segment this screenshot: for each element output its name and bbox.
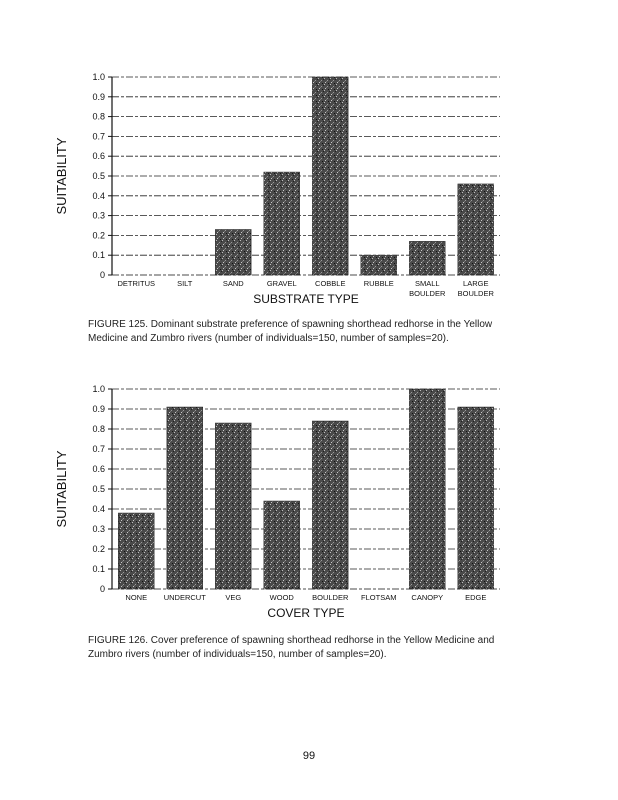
y-tick-label: 0.5	[92, 484, 105, 494]
x-tick-label: NONE	[125, 593, 148, 602]
y-tick-label: 0.4	[92, 504, 105, 514]
y-tick-label: 0.8	[92, 424, 105, 434]
x-tick-label: EDGE	[465, 593, 487, 602]
y-axis-title: SUITABILITY	[54, 450, 69, 528]
bar	[312, 77, 348, 275]
y-tick-label: 0.1	[92, 564, 105, 574]
y-tick-label: 0.2	[92, 544, 105, 554]
x-tick-label: SILT	[177, 279, 193, 288]
bar	[361, 255, 397, 275]
x-tick-label: BOULDER	[409, 289, 446, 298]
bar	[458, 184, 494, 275]
y-tick-label: 0.6	[92, 464, 105, 474]
bar	[215, 423, 251, 589]
y-tick-label: 1.0	[92, 384, 105, 394]
x-tick-label: LARGE	[463, 279, 489, 288]
y-tick-label: 0.6	[92, 151, 105, 162]
y-tick-label: 1.0	[92, 72, 105, 82]
bar	[215, 229, 251, 275]
y-tick-label: 0.4	[92, 190, 105, 201]
figure-caption-cover: FIGURE 126. Cover preference of spawning shorthead redhorse in the Yellow Medicine and Zumbro rivers (number of individuals=150, number of samples=20).	[88, 635, 495, 660]
x-axis-title: SUBSTRATE TYPE	[253, 292, 359, 306]
bar	[264, 172, 300, 275]
y-tick-label: 0.9	[92, 91, 105, 102]
x-tick-label: FLOTSAM	[361, 593, 397, 602]
bar	[264, 501, 300, 589]
x-tick-label: GRAVEL	[266, 279, 297, 288]
x-tick-label: VEG	[225, 593, 242, 602]
x-tick-label: SMALL	[414, 279, 440, 288]
bar	[458, 407, 494, 589]
cover-chart	[54, 384, 500, 620]
bar	[312, 421, 348, 589]
y-tick-label: 0.7	[92, 131, 105, 142]
x-tick-label: CANOPY	[411, 593, 444, 602]
y-tick-label: 0	[99, 270, 105, 280]
y-tick-label: 0.2	[92, 230, 105, 241]
x-tick-label: BOULDER	[457, 289, 494, 298]
y-tick-label: 0.3	[92, 210, 105, 221]
y-tick-label: 0.8	[92, 111, 105, 122]
x-axis-title: COVER TYPE	[267, 606, 345, 620]
x-tick-label: DETRITUS	[117, 279, 155, 288]
y-tick-label: 0.1	[92, 250, 105, 261]
y-tick-label: 0.9	[92, 404, 105, 414]
y-tick-label: 0	[99, 584, 105, 594]
x-tick-label: BOULDER	[312, 593, 349, 602]
y-tick-label: 0.5	[92, 171, 105, 181]
page-number: 99	[302, 750, 316, 762]
substrate-chart	[54, 72, 500, 306]
bar	[409, 389, 445, 589]
bar	[409, 241, 445, 275]
y-tick-label: 0.7	[92, 444, 105, 454]
y-tick-label: 0.3	[92, 524, 105, 534]
x-tick-label: SAND	[222, 279, 244, 288]
x-tick-label: COBBLE	[315, 279, 346, 288]
x-tick-label: WOOD	[269, 593, 294, 602]
bar	[118, 513, 154, 589]
y-axis-title: SUITABILITY	[54, 137, 69, 215]
x-tick-label: UNDERCUT	[163, 593, 206, 602]
bar	[167, 407, 203, 589]
x-tick-label: RUBBLE	[363, 279, 394, 288]
figure-caption-substrate: FIGURE 125. Dominant substrate preference of spawning shorthead redhorse in the Yellow Medicine and Zumbro rivers (number of individuals=150, number of samples=20).	[88, 319, 493, 344]
